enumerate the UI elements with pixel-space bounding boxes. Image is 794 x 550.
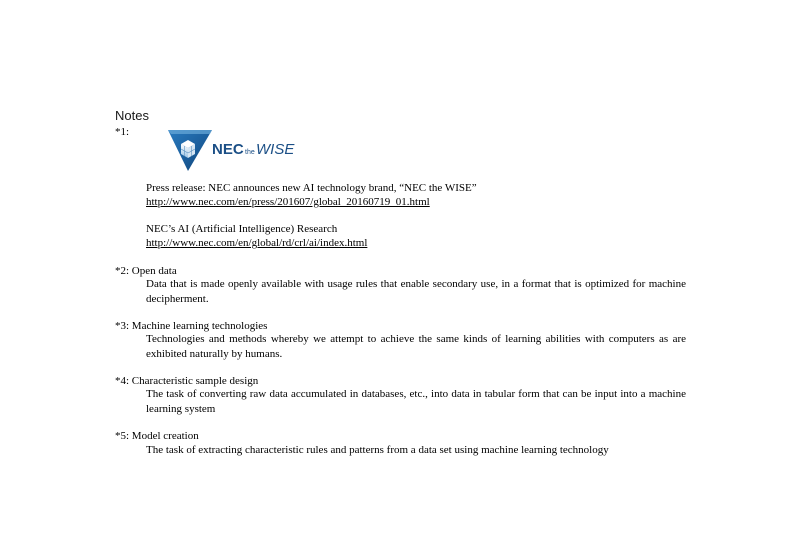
note-1-item-2-title: NEC’s AI (Artificial Intelligence) Research [146, 223, 338, 235]
press-release-link[interactable]: http://www.nec.com/en/press/201607/global_20160719_01.html [146, 196, 430, 208]
note-2-text: Data that is made openly available with usage rules that enable secondary use, in a format that is optimized for machine decipherment. [146, 278, 686, 305]
note-5-text: The task of extracting characteristic rules and patterns from a data set using machine learning technology [146, 444, 609, 456]
note-4-label: *4: Characteristic sample design [115, 375, 259, 387]
note-1-label: *1: [115, 126, 130, 138]
logo-text-nec: NEC [212, 141, 244, 158]
note-2-label: *2: Open data [115, 265, 177, 277]
note-3-text: Technologies and methods whereby we attempt to achieve the same kinds of learning abilities with computers as are exhibited naturally by humans. [146, 333, 686, 360]
ai-research-link[interactable]: http://www.nec.com/en/global/rd/crl/ai/index.html [146, 237, 368, 249]
logo-text-wise: WISE [256, 141, 295, 158]
notes-heading: Notes [115, 108, 149, 123]
note-3-label: *3: Machine learning technologies [115, 320, 268, 332]
note-1-item-1-title: Press release: NEC announces new AI technology brand, “NEC the WISE” [146, 182, 477, 194]
nec-the-wise-logo [166, 127, 298, 175]
note-1-item-2-link-wrap [146, 236, 367, 250]
note-4-text: The task of converting raw data accumulated in databases, etc., into data in tabular form that can be input into a machine learning system [146, 388, 686, 415]
note-1-item-1-link-wrap [146, 195, 430, 209]
note-5-label: *5: Model creation [115, 430, 199, 442]
logo-text-the: the [245, 149, 255, 156]
